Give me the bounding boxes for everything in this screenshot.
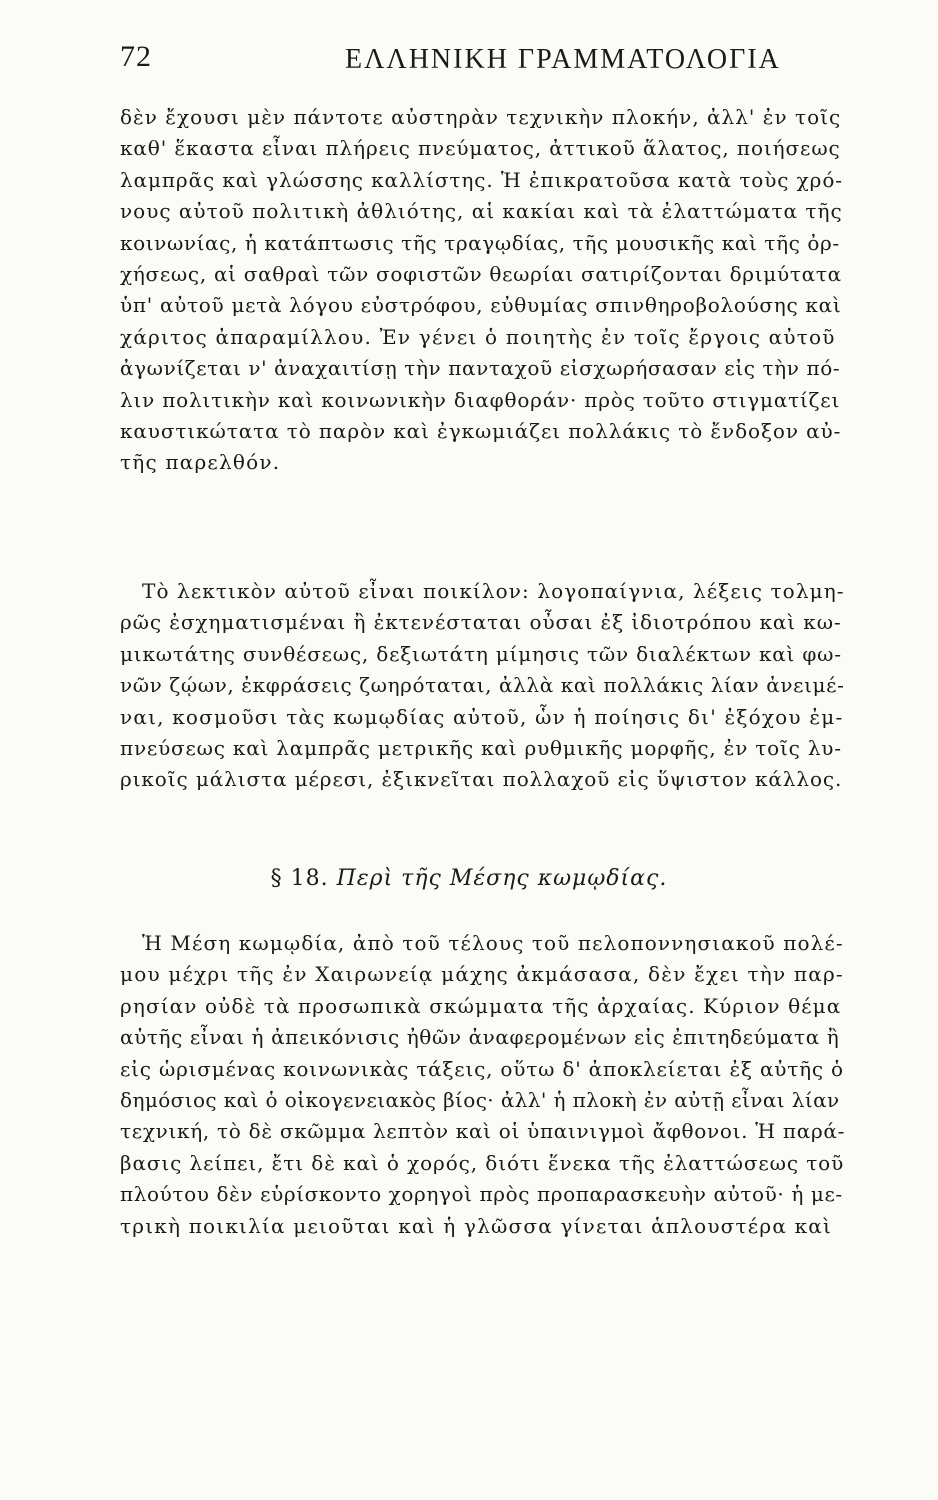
text-line: λαμπρᾶς καὶ γλώσσης καλλίστης. Ἡ ἐπικρατοῦσα κατὰ τοὺς χρό- <box>120 167 843 192</box>
text-line: βασις λείπει, ἔτι δὲ καὶ ὁ χορός, διότι ἕνεκα τῆς ἐλαττώσεως τοῦ <box>120 1150 845 1175</box>
text-line: εἰς ὡρισμένας κοινωνικὰς τάξεις, οὕτω δ' ἀποκλείεται ἐξ αὐτῆς ὁ <box>120 1056 844 1081</box>
text-line: καθ' ἕκαστα εἶναι πλήρεις πνεύματος, ἀττικοῦ ἅλατος, ποιήσεως <box>120 136 841 161</box>
text-line: νῶν ζῴων, ἐκφράσεις ζωηρόταται, ἀλλὰ καὶ πολλάκις λίαν ἀνειμέ- <box>120 673 845 698</box>
running-title: ΕΛΛΗΝΙΚΗ ΓΡΑΜΜΑΤΟΛΟΓΙΑ <box>345 44 781 75</box>
text-line: τεχνική, τὸ δὲ σκῶμμα λεπτὸν καὶ οἱ ὑπαινιγμοὶ ἄφθονοι. Ἡ παρά- <box>120 1119 846 1144</box>
text-line: ναι, κοσμοῦσι τὰς κωμῳδίας αὐτοῦ, ὧν ἡ ποίησις δι' ἐξόχου ἐμ- <box>120 704 844 729</box>
text-line: ἀγωνίζεται ν' ἀναχαιτίσῃ τὴν πανταχοῦ εἰσχωρήσασαν εἰς τὴν πό- <box>120 356 841 381</box>
paragraph-continued <box>120 102 845 479</box>
text-line: καυστικώτατα τὸ παρὸν καὶ ἐγκωμιάζει πολλάκις τὸ ἔνδοξον αὐ- <box>120 418 842 443</box>
page-header <box>120 40 818 88</box>
text-line: λιν πολιτικὴν καὶ κοινωνικὴν διαφθοράν· πρὸς τοῦτο στιγματίζει <box>120 387 841 412</box>
text-line: πνεύσεως καὶ λαμπρᾶς μετρικῆς καὶ ρυθμικῆς μορφῆς, ἐν τοῖς λυ- <box>120 735 842 760</box>
text-line: μικωτάτης συνθέσεως, δεξιωτάτη μίμησις τῶν διαλέκτων καὶ φω- <box>120 641 842 666</box>
text-line: δὲν ἔχουσι μὲν πάντοτε αὐστηρὰν τεχνικὴν πλοκήν, ἀλλ' ἐν τοῖς <box>120 105 842 129</box>
section-heading <box>0 866 938 891</box>
text-line: ὑπ' αὐτοῦ μετὰ λόγου εὐστρόφου, εὐθυμίας σπινθηροβολούσης καὶ <box>120 293 842 318</box>
text-line: τρικὴ ποικιλία μειοῦται καὶ ἡ γλῶσσα γίνεται ἁπλουστέρα καὶ <box>120 1213 833 1238</box>
text-line: Τὸ λεκτικὸν αὐτοῦ εἶναι ποικίλον: λογοπαίγνια, λέξεις τολμη- <box>142 579 845 603</box>
text-line: πλούτου δὲν εὑρίσκοντο χορηγοὶ πρὸς προπαρασκευὴν αὐτοῦ· ἡ με- <box>120 1182 843 1207</box>
section-marker: § 18. <box>270 866 329 891</box>
paragraph-middle-comedy <box>120 928 845 1242</box>
text-line: χήσεως, αἱ σαθραὶ τῶν σοφιστῶν θεωρίαι σατιρίζονται δριμύτατα <box>120 261 842 286</box>
section-title: Περὶ τῆς Μέσης κωμῳδίας. <box>336 866 668 891</box>
text-line: δημόσιος καὶ ὁ οἰκογενειακὸς βίος· ἀλλ' ἡ πλοκὴ ἐν αὐτῇ εἶναι λίαν <box>120 1087 840 1112</box>
page-number: 72 <box>120 40 152 73</box>
text-line: νους αὐτοῦ πολιτικὴ ἀθλιότης, αἱ κακίαι καὶ τὰ ἐλαττώματα τῆς <box>120 199 843 224</box>
text-line: αὐτῆς εἶναι ἡ ἀπεικόνισις ἠθῶν ἀναφερομένων εἰς ἐπιτηδεύματα ἢ <box>120 1025 840 1050</box>
text-line: κοινωνίας, ἡ κατάπτωσις τῆς τραγῳδίας, τῆς μουσικῆς καὶ τῆς ὀρ- <box>120 230 840 255</box>
text-line: ρῶς ἐσχηματισμέναι ἢ ἐκτενέσταται οὖσαι ἐξ ἰδιοτρόπου καὶ κω- <box>120 610 842 635</box>
paragraph-style <box>120 576 845 796</box>
text-line: χάριτος ἀπαραμίλλου. Ἐν γένει ὁ ποιητὴς ἐν τοῖς ἔργοις αὐτοῦ <box>120 324 836 349</box>
text-line: Ἡ Μέση κωμῳδία, ἀπὸ τοῦ τέλους τοῦ πελοποννησιακοῦ πολέ- <box>142 931 844 955</box>
text-line: τῆς παρελθόν. <box>120 450 281 475</box>
text-line: ρικοῖς μάλιστα μέρεσι, ἐξικνεῖται πολλαχοῦ εἰς ὕψιστον κάλλος. <box>120 767 843 792</box>
text-line: μου μέχρι τῆς ἐν Χαιρωνείᾳ μάχης ἀκμάσασα, δὲν ἔχει τὴν παρ- <box>120 962 844 987</box>
text-line: ρησίαν οὐδὲ τὰ προσωπικὰ σκώμματα τῆς ἀρχαίας. Κύριον θέμα <box>120 993 842 1018</box>
